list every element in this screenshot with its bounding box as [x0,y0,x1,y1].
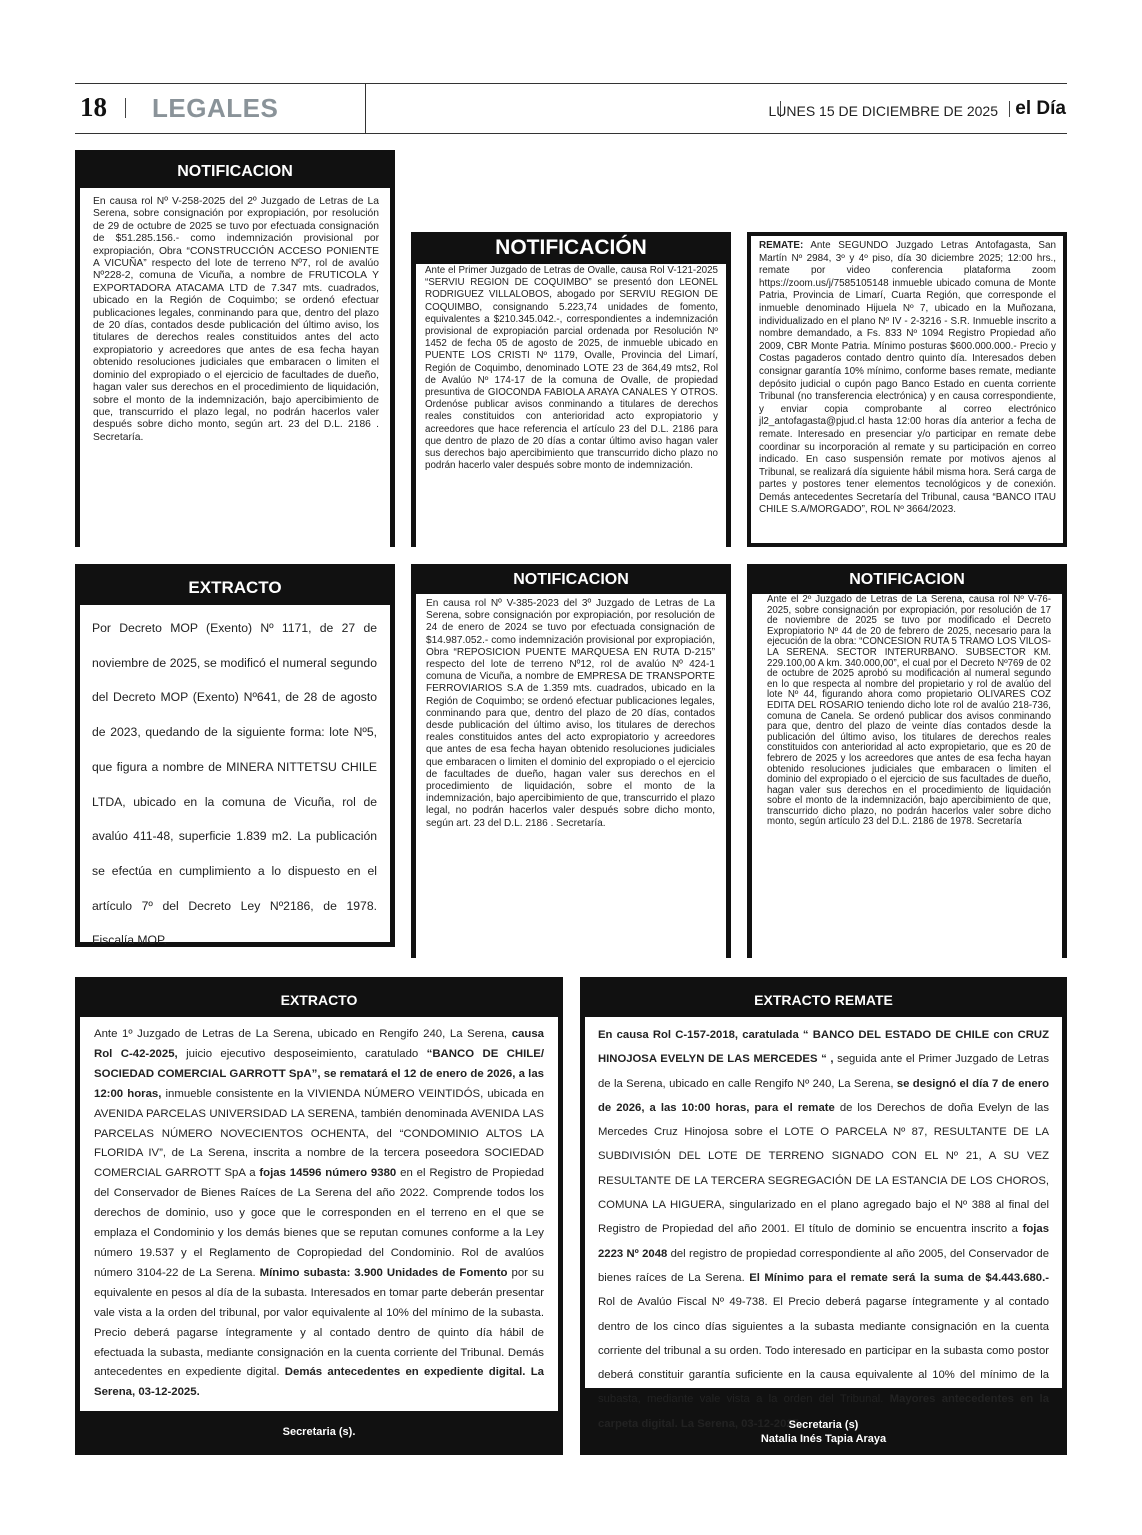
notice-extracto-remate [580,977,1067,1455]
signer-role: SECRETARIO SUBROGANTE [508,531,634,541]
notice-title: EXTRACTO REMATE [754,992,893,1008]
signer-name: ERICK BARRIOS RIQUELME [512,919,630,929]
issue-date: LUNES 15 DE DICIEMBRE DE 2025 [768,103,998,119]
notice-signature [411,919,731,953]
body-bold: En causa Rol C-157-2018, caratulada “ BANCO DEL ESTADO DE CHILE con CRUZ HINOJOSA EVELYN DE LAS MERCEDES “ , [598,1029,1049,1066]
signer-role: SECRETARIO (S) [194,512,276,523]
body-bold: fojas 2223 Nº 2048 [598,1223,1049,1260]
remate-text: Ante SEGUNDO Juzgado Letras Antofagasta, San Martín Nº 2984, 3º y 4º piso, día 30 diciembre 2025; 12:00 hrs., remate por video conferencia plataforma zoom https://zoom.us/j/7585105148 inmueble ubicado comuna de Monte Patria, Provincia de Limarí, Cuarta Región, que corresponde el inmueble denominado Hijuela Nº 7, ubicado en la Muñozana, individualizado en el plano Nº IV - 2-3216 - S.R. Inmueble inscrito a nombre demandado, a Fs. 833 Nº 1094 Registro Propiedad año 2009, CBR Monte Patria. Mínimo posturas $600.000.000.- Precio y Costas pagaderos contado dentro quinto día. Interesados deben consignar garantía 10% mínimo, conforme bases remate, mediante depósito judicial o cupón pago Banco Estado en cuenta corriente Tribunal (no transferencia electrónica) y en causa correspondiente, y enviar copia comprobante al correo electrónico jl2_antofagasta@pjud.cl hasta 12:00 horas día anterior a fecha de remate. Interesado en presenciar y/o participar en remate debe coordinar su incorporación al remate y su participación en correo indicado. En caso suspensión remate por motivos ajenos al Tribunal, se realizará día siguiente hábil misma hora. Será carga de partes y postores tener elementos tecnológicos y de conexión. Demás antecedentes Secretaría del Tribunal, causa “BANCO ITAU CHILE S.A/MORGADO”, ROL Nº 3664/2023. [759,240,1056,516]
body-bold: causa Rol C-42-2025, [94,1028,544,1060]
notice-body [751,236,1063,543]
body-text: por su equivalente en pesos al día de la subasta. Interesados en tomar parte deberán presentar vale vista a la orden del tribunal, por valor equivalente al 10% del mínimo de la subasta. Precio deberá pagarse íntegramente y al contado dentro de quinto día hábil de efectuada la subasta, mediante consignación en la cuenta corriente del Tribunal. Demás antecedentes en expediente digital. [94,1266,545,1379]
notice-signature [411,518,731,542]
notice-signature [75,498,395,537]
signer-name: ISABEL CORTES RAMOS [854,919,960,929]
signer-name: JUAN RODRIGO VARAS ADAROS [498,519,644,529]
notice-remate [747,232,1067,547]
signer-role: SECRETARIO (S) [871,930,943,941]
notice-title: NOTIFICACION [849,571,965,588]
notice-body: En causa rol Nº V-258-2025 del 2º Juzgado de Letras de La Serena, sobre consignación por expropiación, por resolución de 29 de octubre de 2025 se tuvo por efectuada consignación de $51.285.156.- como indemnización provisional por expropiación, Obra “CONSTRUCCIÓN ACCESO PONIENTE A VICUÑA” respecto del lote de terreno Nº7, rol de avalúo Nº228-2, comuna de Vicuña, a nombre de FRUTICOLA Y EXPORTADORA ATACAMA LTD de 7.347 mts. cuadrados, ubicado en la Región de Coquimbo; se ordenó efectuar publicaciones legales, conminando para que, dentro del plazo de 20 días, contados desde publicación del último aviso, los titulares de derechos reales constituidos antes del acto expropiatorio y acreedores que antes de esa fecha hayan obtenido resoluciones judiciales que embaracen o limiten el dominio del expropiado o el ejercicio de facultades de dueño, hagan valer sus derechos en el procedimiento de liquidación, sobre el monto de la indemnización, bajo apercibimiento de que, transcurrido el plazo legal, no podrán hacerlos valer después sobre dicho monto, según art. 23 del D.L. 2186 . Secretaría. [80,188,390,639]
header-top-rule [75,83,1067,84]
notice-signature [75,1426,563,1439]
header-separator [1009,101,1010,117]
signer-role: SECRETARIO (S) [535,930,607,941]
body-bold: Mínimo subasta: 3.900 Unidades de Fomento [259,1266,508,1279]
body-text: juicio ejecutivo desposeimiento, caratulado [177,1047,427,1060]
signature-date: Diecisiete de noviembre de dos mil veinticinco [474,941,668,952]
signer-role: Secretaria (s). [282,1426,356,1438]
notice-title: NOTIFICACIÓN [495,236,647,259]
notice-body: En causa rol Nº V-385-2023 del 3º Juzgado de Letras de La Serena, sobre consignación por expropiación, por resolución de 24 de enero de 2024 se tuvo por efectuada consignación de $14.987.052.- como indemnización provisional por expropiación, Obra “REPOSICION PUENTE MARQUESA EN RUTA D-215” respecto del lote de terreno Nº12, rol de avalúo Nº 424-1 comuna de Vicuña, a nombre de EMPRESA DE TRANSPORTE FERROVIARIOS S.A de 1.359 mts. cuadrados, ubicado en la Región de Coquimbo; se ordenó efectuar publicaciones legales, conminando para que, dentro del plazo de 20 días, contados desde publicación del último aviso, los titulares de derechos reales constituidos antes del acto expropiatorio y acreedores que antes de esa fecha hayan obtenido resoluciones judiciales que embaracen o limiten el dominio del expropiado o el ejercicio de facultades de dueño, hagan valer sus derechos en el procedimiento de liquidación, sobre el monto de la indemnización, bajo apercibimiento de que, transcurrido el plazo legal, no podrán hacerlos valer después sobre dicho monto, según art. 23 del D.L. 2186 . Secretaría. [416,594,726,1075]
body-text: en el Registro de Propiedad del Conservador de Bienes Raíces de La Serena del año 2022. Comprende todos los derechos de dominio, uso y goce que le corresponden en el terreno en el que se emplaza el Condominio y los demás bienes que se reputan comunes conforme a la Ley número 19.537 y el Reglamento de Copropiedad del Condominio. Rol de avalúos número 3104-22 de La Serena. [94,1167,545,1279]
notice-title: EXTRACTO [188,578,282,597]
notice-extracto-mop [75,564,395,947]
body-text: seguida ante el Primer Juzgado de Letras de la Serena, ubicado en calle Rengifo Nº 240, La Serena, [598,1053,1049,1090]
header-separator [125,98,126,118]
header-bottom-rule [75,133,1067,134]
body-bold: Mayores antecedentes en la carpeta digital. La Serena, 03-12-2025. [598,1393,1049,1430]
body-bold: fojas 14596 número 9380 [259,1167,397,1180]
notice-body [80,1017,558,1411]
body-bold: se designó el día 7 de enero de 2026, a las 10:00 horas, para el remate [598,1077,1049,1114]
notice-title: NOTIFICACION [513,571,629,588]
body-bold: “BANCO DE CHILE/ SOCIEDAD COMERCIAL GARROTT SpA”, se rematará el 12 de enero de 2026, a las 12:00 horas, [94,1047,545,1100]
page-number: 18 [80,92,107,122]
body-text: Ante 1º Juzgado de Letras de La Serena, ubicado en Rengifo 240, La Serena, [94,1028,512,1040]
body-bold: Demás antecedentes en expediente digital. La Serena, 03-12-2025. [94,1366,545,1399]
signature-date: Doce de noviembre de dos mil veinticinco [135,525,335,536]
notice-body: Ante el Primer Juzgado de Letras de Ovalle, causa Rol V-121-2025 “SERVIU REGION DE COQUIMBO” se presentó don LEONEL RODRIGUEZ VILLALOBOS, abogado por SERVIU REGION DE COQUIMBO, consignando 5.223,74 unidades de fomento, equivalentes a $210.345.042.-, correspondientes a indemnización provisional de expropiación parcial ordenada por Resolución Nº 1452 de fecha 05 de agosto de 2025, de inmueble ubicado en PUENTE LOS CRISTI Nº 1179, Ovalle, Provincia del Limarí, Región de Coquimbo, denominado LOTE 23 de 364,49 mts2, Rol de Avalúo Nº 174-17 de la comuna de Ovalle, de propiedad presuntiva de GIOCONDA FABIOLA ARAYA CANALES Y OTROS. Ordenóse publicar avisos conminando a titulares de derechos reales constituidos con anterioridad acto expropiatorio y acreedores que hace referencia el artículo 23 del D.L. 2186 para que dentro de plazo de 20 días a contar último aviso hagan valer sus derechos bajo apercibimiento que transcurrido dicho plazo no podrán hacerlo valer después sobre monto de indemnización. [416,264,726,744]
header-divider [365,84,366,134]
body-text: de los Derechos de doña Evelyn de las Mercedes Cruz Hinojosa sobre el LOTE O PARCELA Nº 87, RESULTANTE DE LA SUBDIVISIÓN DEL LOTE DE TERRENO SIGNADO CON EL Nº 21, A SU VEZ RESULTANTE DE LA TERCERA SEGREGACIÓN DE LA ESTANCIA DE LOS CHOROS, COMUNA LA HIGUERA, singularizado en el plano agregado bajo el Nº 388 al final del Registro de Propiedad del año 2001. El título de dominio se encuentra inscrito a [598,1101,1049,1236]
notice-notificacion-3 [411,564,731,958]
notice-title: EXTRACTO [280,992,358,1008]
section-title: LEGALES [152,93,279,123]
notice-extracto-2 [75,977,563,1455]
body-bold: El Mínimo para el remate será la suma de $4.443.680.- [749,1271,1049,1284]
notice-body: Por Decreto MOP (Exento) Nº 1171, de 27 de noviembre de 2025, se modificó el numeral segundo del Decreto MOP (Exento) Nº641, de 28 de agosto de 2023, quedando de la siguiente forma: lote Nº5, que figura a nombre de MINERA NITTETSU CHILE LTDA, ubicado en la comuna de Vicuña, rol de avalúo 411-48, superficie 1.839 m2. La publicación se efectúa en cumplimiento a lo dispuesto en el artículo 7º del Decreto Ley Nº2186, de 1978. Fiscalía MOP. [80,605,390,942]
notice-notificacion-4 [747,564,1067,958]
remate-lead: REMATE: [759,240,804,251]
signature-date: Veintiocho de noviembre de dos mil veinticinco [809,941,1005,952]
notice-signature [747,919,1067,953]
body-text: inmueble consistente en la VIVIENDA NÚMERO VEINTIDÓS, ubicada en AVENIDA PARCELAS UNIVERSIDAD LA SERENA, también denominada AVENIDA LAS PARCELAS NÚMERO NOVECIENTOS OCHENTA, del “CONDOMINIO ALTOS LA FLORIDA IV”, de La Serena, inscrita a nombre de la tercera poseedora SOCIEDAD COMERCIAL GARROTT SpA a [94,1087,545,1180]
body-text: Rol de Avalúo Fiscal Nº 49-738. El Precio deberá pagarse íntegramente y al contado dentro de los cinco días siguientes a la subasta mediante consignación en la cuenta corriente del tribunal a su orden. Todo interesado en participar en la subasta como postor deberá constituir garantía suficiente en la causa equivalente al 10% del mínimo de la subasta, mediante vale vista a la orden del Tribunal. [598,1296,1049,1406]
signer-name: Natalia Inés Tapia Araya [760,1433,887,1445]
newspaper-brand: el Día [1015,98,1066,119]
notice-notificacion-2 [411,232,731,547]
body-text: del registro de propiedad correspondiente al año 2005, del Conservador de bienes raíces de La Serena. [598,1247,1049,1284]
signer-name: ISABEL CORTES RAMOS [174,499,296,510]
notice-notificacion-1 [75,150,395,547]
notice-title: NOTIFICACION [177,163,293,180]
notice-body: Ante el 2º Juzgado de Letras de La Serena, causa rol Nº V-76-2025, sobre consignación por expropiación, por resolución de 17 de noviembre de 2025 se tuvo por modificado el Decreto Expropiatorio Nº 44 de 20 de febrero de 2025, necesario para la ejecución de la obra: “CONCESION RUTA 5 TRAMO LOS VILOS-LA SERENA. SECTOR INTERURBANO. SUBSECTOR KM. 229.100,00 A km. 340.000,00”, el cual por el Decreto Nº769 de 02 de octubre de 2025 aprobó su modificación al numeral segundo en lo que respecta al nombre del propietario y rol de avalúo del lote Nº 44, figurando ahora como propietario OLIVARES COZ EDITA DEL ROSARIO teniendo dicho lote rol de avalúo 218-736, comuna de Canela. Se ordenó publicar dos avisos conminando para que, dentro del plazo de veinte días contados desde la publicación del último aviso, los titulares de derechos reales constituidos con anterioridad al acto expropietario, que es 20 de febrero de 2025 y los acreedores que antes de esa fecha hayan obtenido resoluciones judiciales que embaracen o limiten el dominio del expropiado o el ejercicio de sus facultades de dueño, hagan valer sus derechos en el procedimiento de liquidación sobre el monto de la indemnización, bajo apercibimiento de que, transcurrido dicho plazo, no podrán hacerlos valer sobre dicho monto, según artículo 23 del D.L. 2186 de 1978. Secretaría [752,594,1062,1075]
notice-signature [580,1418,1067,1446]
signer-role: Secretaria (s) [788,1419,859,1431]
